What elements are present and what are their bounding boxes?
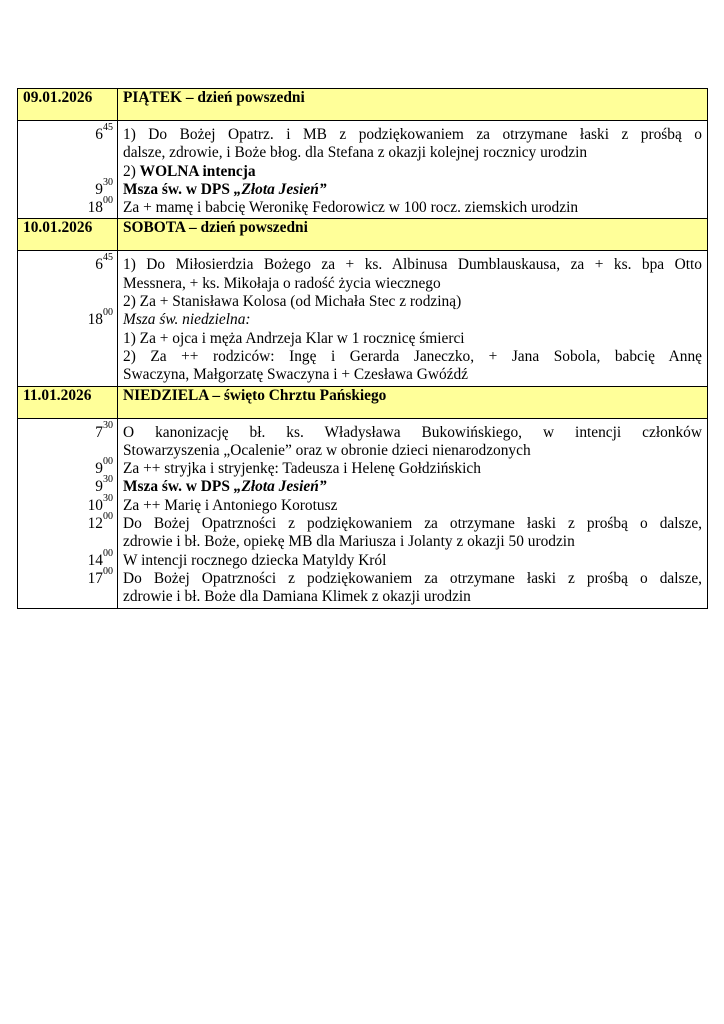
intention-text: zdrowie i bł. Boże, opiekę MB dla Mariusza i Jolanty z okazji 50 urodzin	[123, 533, 575, 551]
intention-text: 2) Za ++ rodziców: Ingę i Gerarda Janeczko, + Jana Sobola, babcię Annę	[123, 347, 702, 365]
intention-text: Stowarzyszenia „Ocalenie” oraz w obronie dzieci nienarodzonych	[123, 441, 531, 459]
day-entries	[18, 418, 708, 608]
mass-intentions-table	[17, 88, 708, 609]
day-entries	[18, 121, 708, 219]
intention-text: Msza św. niedzielna:	[123, 311, 251, 329]
intention-text: 2) Za + Stanisława Kolosa (od Michała Stec z rodziną)	[123, 293, 462, 311]
day-date: 09.01.2026	[18, 89, 118, 121]
mass-time: $12^{00}$	[87, 511, 113, 533]
intention-text: Msza św. w DPS „Złota Jesień”	[123, 180, 327, 198]
intention-text: Swaczyna, Małgorzatę Swaczyna i + Czesława Gwóźdź	[123, 366, 468, 384]
intentions-column	[118, 251, 708, 386]
day-date: 11.01.2026	[18, 386, 118, 418]
intention-text: zdrowie i bł. Boże dla Damiana Klimek z okazji urodzin	[123, 588, 471, 606]
mass-time: $7^{30}$	[95, 419, 113, 441]
mass-time: $9^{30}$	[95, 176, 113, 198]
day-entries	[18, 251, 708, 386]
intentions-column	[118, 418, 708, 608]
intention-text: Msza św. w DPS „Złota Jesień”	[123, 478, 327, 496]
mass-time: $6^{45}$	[95, 122, 113, 143]
intention-text: Za + mamę i babcię Weronikę Fedorowicz w 100 rocz. ziemskich urodzin	[123, 199, 579, 217]
intention-text: Messnera, + ks. Mikołaja o radość życia wiecznego	[123, 274, 441, 292]
times-column	[18, 251, 118, 386]
mass-time: $9^{00}$	[95, 456, 113, 478]
day-title: PIĄTEK – dzień powszedni	[118, 89, 708, 121]
intention-text: Do Bożej Opatrzności z podziękowaniem za otrzymane łaski z prośbą o dalsze,	[123, 515, 702, 533]
intention-text: Za ++ Marię i Antoniego Korotusz	[123, 496, 338, 514]
day-header	[18, 386, 708, 418]
mass-time: $10^{30}$	[87, 492, 113, 514]
mass-time: $18^{00}$	[87, 195, 113, 217]
mass-time: $6^{45}$	[95, 252, 113, 274]
intention-text: dalsze, zdrowie, i Boże błog. dla Stefana z okazji kolejnej rocznicy urodzin	[123, 144, 588, 162]
mass-time: $14^{00}$	[87, 547, 113, 569]
intention-text: Za ++ stryjka i stryjenkę: Tadeusza i Helenę Gołdzińskich	[123, 460, 481, 478]
intention-text: O kanonizację bł. ks. Władysława Bukowińskiego, w intencji członków	[123, 423, 702, 441]
intention-text: 1) Do Bożej Opatrz. i MB z podziękowaniem za otrzymane łaski z prośbą o	[123, 126, 702, 143]
times-column	[18, 121, 118, 219]
mass-time: $17^{00}$	[87, 565, 113, 587]
intention-text: 1) Do Miłosierdzia Bożego za + ks. Albinusa Dumblauskausa, za + ks. bpa Otto	[123, 256, 702, 274]
day-header	[18, 89, 708, 121]
day-date: 10.01.2026	[18, 219, 118, 251]
intention-text: 2) WOLNA intencja	[123, 162, 256, 180]
times-column	[18, 418, 118, 608]
day-title: SOBOTA – dzień powszedni	[118, 219, 708, 251]
mass-time: $9^{30}$	[95, 474, 113, 496]
intention-text: 1) Za + ojca i męża Andrzeja Klar w 1 rocznicę śmierci	[123, 329, 465, 347]
day-header	[18, 219, 708, 251]
intention-text: Do Bożej Opatrzności z podziękowaniem za otrzymane łaski z prośbą o dalsze,	[123, 569, 702, 587]
day-title: NIEDZIELA – święto Chrztu Pańskiego	[118, 386, 708, 418]
intentions-column	[118, 121, 708, 219]
intention-text: W intencji rocznego dziecka Matyldy Król	[123, 551, 387, 569]
mass-time: $18^{00}$	[87, 307, 113, 329]
